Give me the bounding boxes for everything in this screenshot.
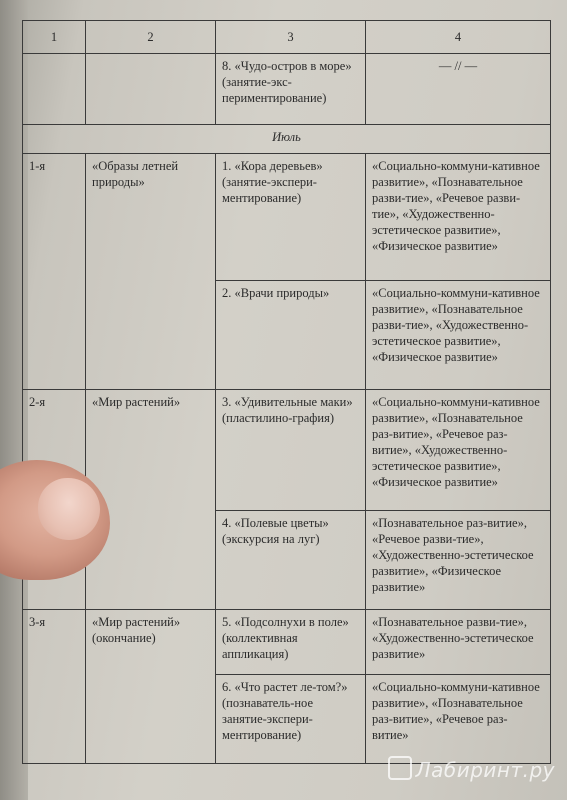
week-cell	[23, 54, 86, 125]
header-cell-1: 1	[23, 21, 86, 54]
areas-cell: «Социально-коммуни-кативное развитие», «Познавательное раз-витие», «Речевое раз-витие», «Художественно-эстетическое развитие», «Физическое развитие»	[366, 390, 551, 511]
lesson-cell: 3. «Удивительные маки» (пластилино-графия)	[216, 390, 366, 511]
theme-cell	[86, 54, 216, 125]
week-cell: 3-я	[23, 610, 86, 764]
table-row	[23, 610, 551, 675]
areas-cell: «Социально-коммуни-кативное развитие», «Познавательное разви-тие», «Художественно-эстетическое развитие», «Физическое развитие»	[366, 281, 551, 390]
lesson-cell: 4. «Полевые цветы» (экскурсия на луг)	[216, 511, 366, 610]
lesson-plan-table	[22, 20, 551, 764]
areas-cell: «Социально-коммуни-кативное развитие», «Познавательное разви-тие», «Речевое разви-тие», «Художественно-эстетическое развитие», «Физическое развитие»	[366, 154, 551, 281]
labirint-logo-icon	[388, 756, 412, 780]
areas-cell: — // —	[366, 54, 551, 125]
areas-cell: «Познавательное разви-тие», «Художественно-эстетическое развитие»	[366, 610, 551, 675]
watermark	[388, 756, 555, 782]
table-row	[23, 390, 551, 511]
week-cell: 2-я	[23, 390, 86, 610]
header-cell-2: 2	[86, 21, 216, 54]
fingernail-photo-artifact	[38, 478, 100, 540]
header-cell-3: 3	[216, 21, 366, 54]
header-cell-4: 4	[366, 21, 551, 54]
lesson-cell: 8. «Чудо-остров в море» (занятие-экс-периментирование)	[216, 54, 366, 125]
lesson-cell: 1. «Кора деревьев» (занятие-экспери-ментирование)	[216, 154, 366, 281]
lesson-cell: 2. «Врачи природы»	[216, 281, 366, 390]
lesson-cell: 5. «Подсолнухи в поле» (коллективная аппликация)	[216, 610, 366, 675]
theme-cell: «Мир растений»	[86, 390, 216, 610]
lesson-cell: 6. «Что растет ле-том?» (познаватель-ное занятие-экспери-ментирование)	[216, 675, 366, 764]
areas-cell: «Познавательное раз-витие», «Речевое разви-тие», «Художественно-эстетическое развитие», «Физическое развитие»	[366, 511, 551, 610]
week-cell: 1-я	[23, 154, 86, 390]
watermark-text: Лабиринт.ру	[415, 758, 555, 782]
areas-cell: «Социально-коммуни-кативное развитие», «Познавательное раз-витие», «Речевое раз-витие»	[366, 675, 551, 764]
table-row	[23, 54, 551, 125]
month-label: Июль	[23, 125, 551, 154]
month-row	[23, 125, 551, 154]
header-row	[23, 21, 551, 54]
theme-cell: «Образы летней природы»	[86, 154, 216, 390]
table-row	[23, 154, 551, 281]
theme-cell: «Мир растений» (окончание)	[86, 610, 216, 764]
